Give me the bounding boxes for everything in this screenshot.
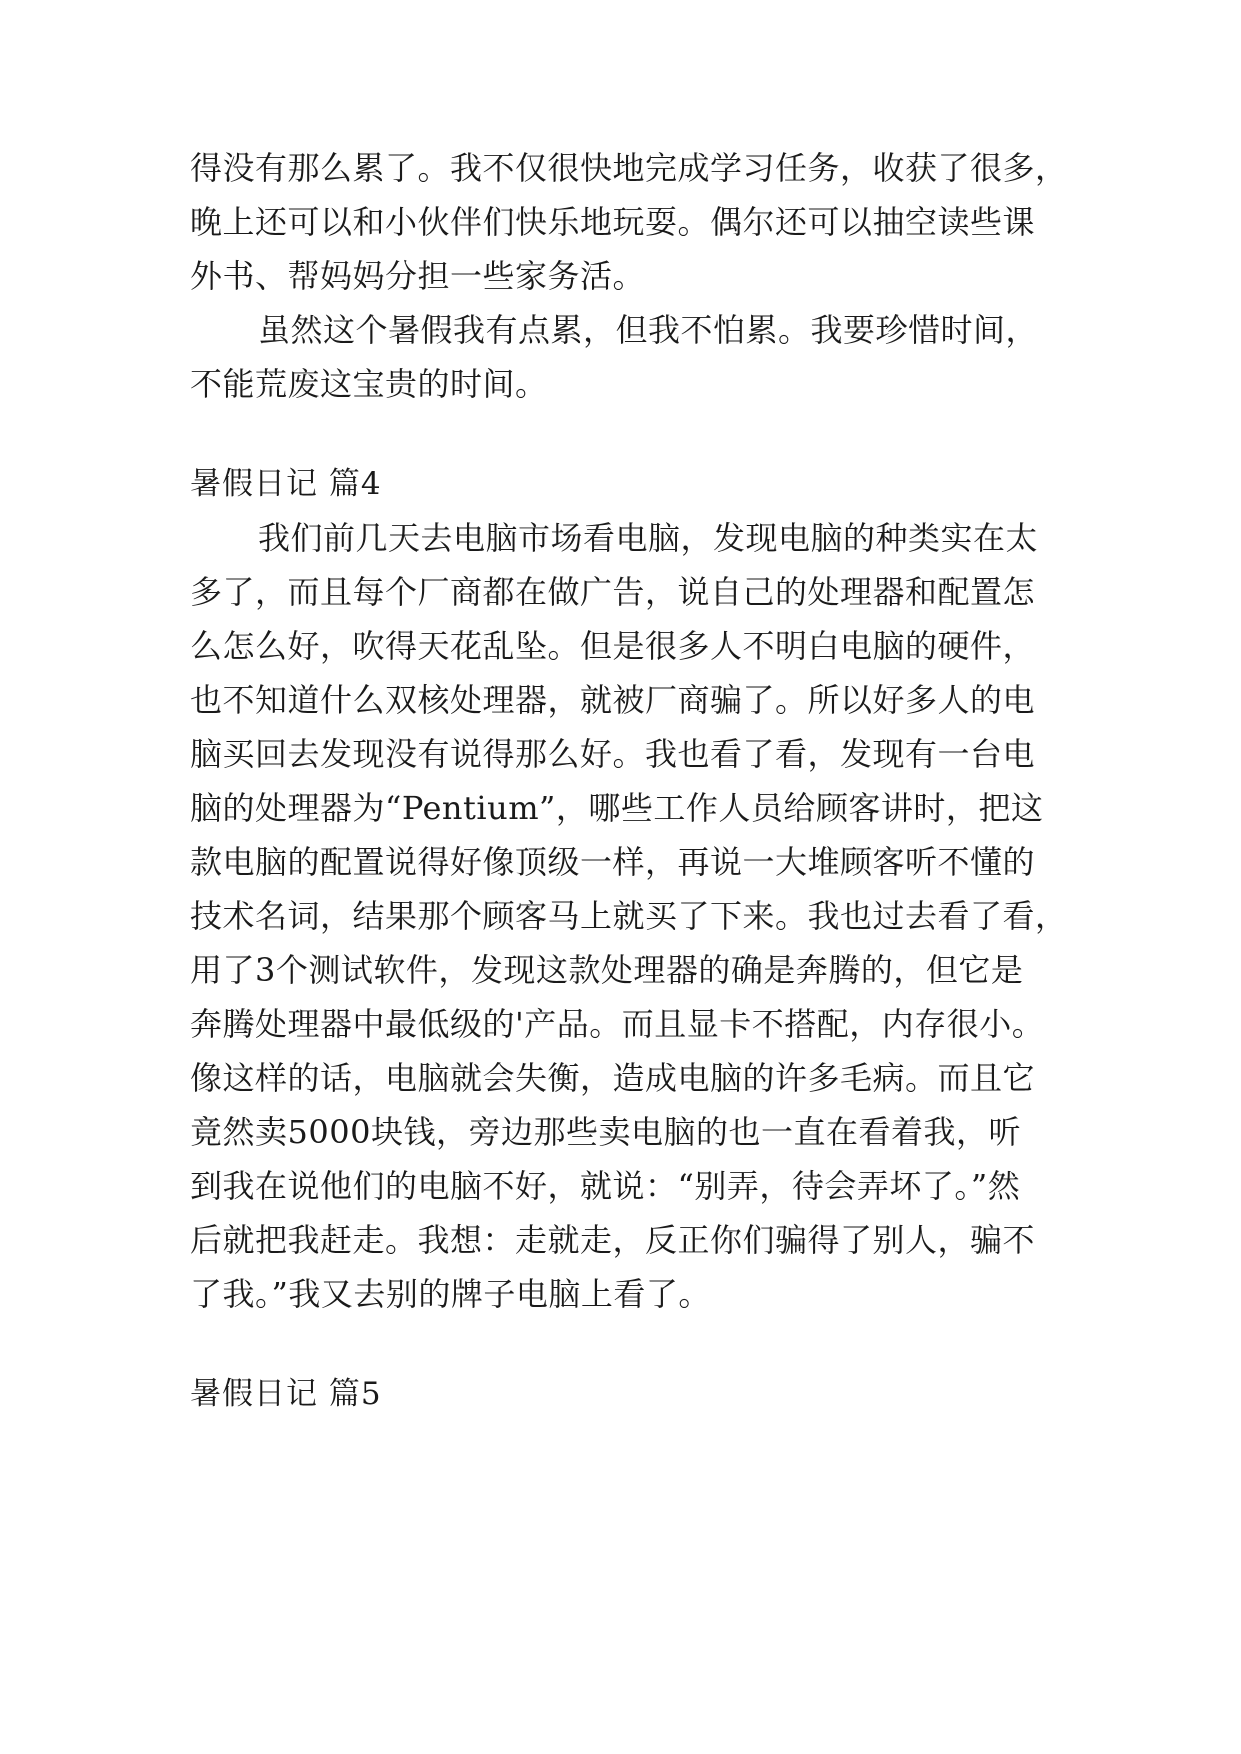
text-line: 脑的处理器为“Pentium”，哪些工作人员给顾客讲时，把这 <box>190 789 1044 827</box>
text-line: 技术名词，结果那个顾客马上就买了下来。我也过去看了看， <box>190 897 1068 935</box>
text-line: 晚上还可以和小伙伴们快乐地玩耍。偶尔还可以抽空读些课 <box>190 203 1036 241</box>
text-line: 不能荒废这宝贵的时间。 <box>190 365 548 403</box>
text-line: 我们前几天去电脑市场看电脑，发现电脑的种类实在太 <box>258 519 1039 557</box>
text-line: 也不知道什么双核处理器，就被厂商骗了。所以好多人的电 <box>190 681 1036 719</box>
text-line: 么怎么好，吹得天花乱坠。但是很多人不明白电脑的硬件， <box>190 627 1036 665</box>
text-line: 像这样的话，电脑就会失衡，造成电脑的许多毛病。而且它 <box>190 1059 1036 1097</box>
text-line: 竟然卖5000块钱，旁边那些卖电脑的也一直在看着我，听 <box>190 1113 1021 1151</box>
text-line: 后就把我赶走。我想：走就走，反正你们骗得了别人，骗不 <box>190 1221 1036 1259</box>
text-line: 款电脑的配置说得好像顶级一样，再说一大堆顾客听不懂的 <box>190 843 1036 881</box>
text-line: 了我。”我又去别的牌子电脑上看了。 <box>190 1275 711 1313</box>
text-line: 多了，而且每个厂商都在做广告，说自己的处理器和配置怎 <box>190 573 1036 611</box>
text-line: 得没有那么累了。我不仅很快地完成学习任务，收获了很多， <box>190 149 1068 187</box>
text-line: 到我在说他们的电脑不好，就说：“别弄，待会弄坏了。”然 <box>190 1167 1021 1205</box>
text-line: 虽然这个暑假我有点累，但我不怕累。我要珍惜时间， <box>258 311 1039 349</box>
section-heading: 暑假日记 篇5 <box>190 1376 382 1412</box>
section-heading: 暑假日记 篇4 <box>190 466 382 502</box>
text-line: 奔腾处理器中最低级的'产品。而且显卡不搭配，内存很小。 <box>190 1005 1045 1043</box>
text-line: 用了3个测试软件，发现这款处理器的确是奔腾的，但它是 <box>190 951 1024 989</box>
text-line: 外书、帮妈妈分担一些家务活。 <box>190 257 646 295</box>
text-line: 脑买回去发现没有说得那么好。我也看了看，发现有一台电 <box>190 735 1036 773</box>
